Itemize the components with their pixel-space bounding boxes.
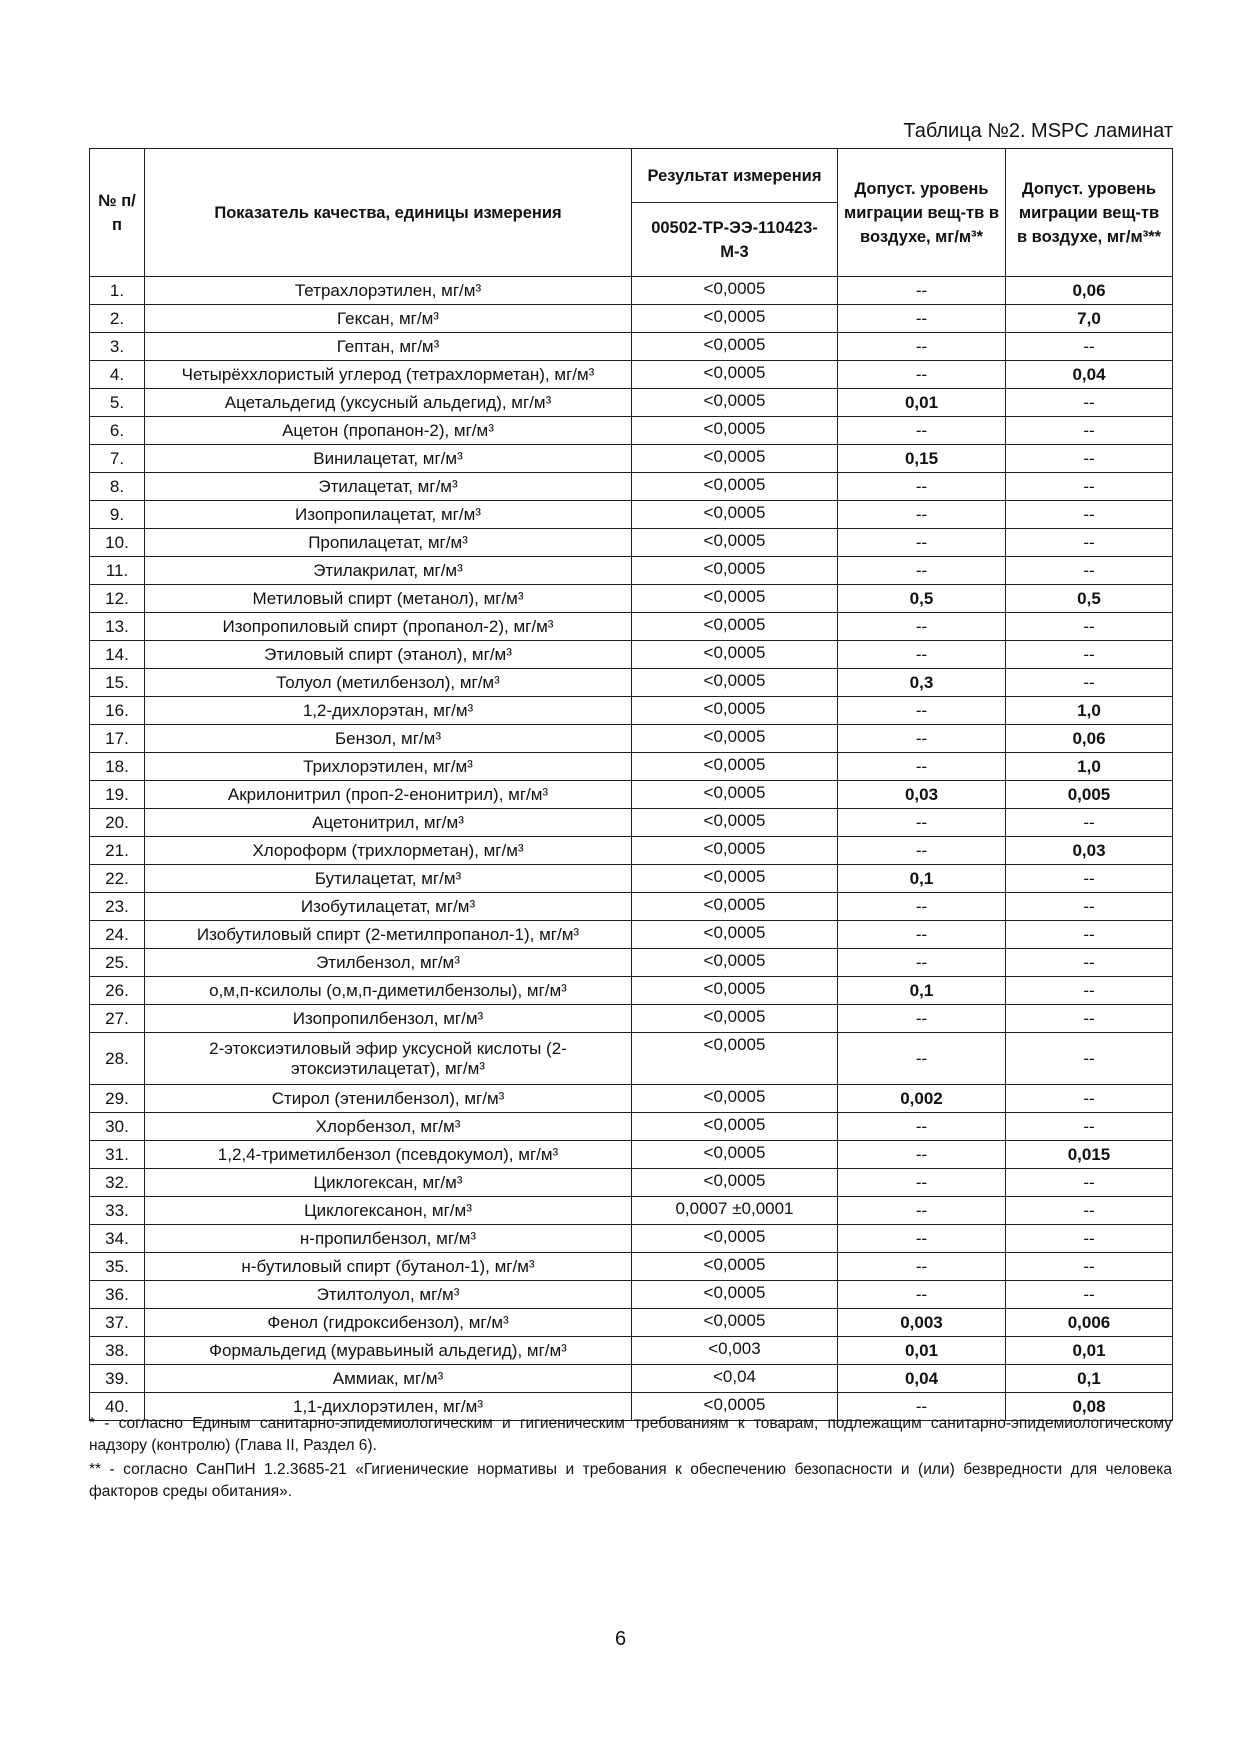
table-row <box>90 557 1173 585</box>
row-result: <0,0005 <box>632 809 838 837</box>
row-limit-2: 0,03 <box>1006 837 1173 865</box>
row-indicator: Этилакрилат, мг/м³ <box>145 557 632 585</box>
row-indicator: Акрилонитрил (проп-2-енонитрил), мг/м³ <box>145 781 632 809</box>
row-limit-2: 7,0 <box>1006 305 1173 333</box>
row-indicator: Формальдегид (муравьиный альдегид), мг/м³ <box>145 1337 632 1365</box>
row-result: <0,0005 <box>632 1393 838 1421</box>
row-limit-2: -- <box>1006 893 1173 921</box>
row-result: <0,0005 <box>632 781 838 809</box>
row-limit-2: -- <box>1006 949 1173 977</box>
row-limit-1: 0,5 <box>838 585 1006 613</box>
row-indicator: Толуол (метилбензол), мг/м³ <box>145 669 632 697</box>
row-result: 0,0007 ±0,0001 <box>632 1197 838 1225</box>
row-limit-2: -- <box>1006 473 1173 501</box>
header-protocol: 00502-ТР-ЭЭ-110423-М-3 <box>632 203 838 277</box>
header-indicator: Показатель качества, единицы измерения <box>145 149 632 277</box>
row-limit-2: -- <box>1006 977 1173 1005</box>
row-result: <0,0005 <box>632 529 838 557</box>
row-indicator: Циклогексан, мг/м³ <box>145 1169 632 1197</box>
row-result: <0,0005 <box>632 361 838 389</box>
row-limit-1: -- <box>838 1225 1006 1253</box>
header-number: № п/п <box>90 149 145 277</box>
row-number: 1. <box>90 277 145 305</box>
row-result: <0,0005 <box>632 473 838 501</box>
row-limit-1: -- <box>838 277 1006 305</box>
row-indicator: н-бутиловый спирт (бутанол-1), мг/м³ <box>145 1253 632 1281</box>
row-result: <0,0005 <box>632 1085 838 1113</box>
row-number: 32. <box>90 1169 145 1197</box>
row-limit-1: -- <box>838 333 1006 361</box>
row-result: <0,0005 <box>632 837 838 865</box>
row-limit-2: -- <box>1006 1225 1173 1253</box>
row-number: 25. <box>90 949 145 977</box>
table-row <box>90 977 1173 1005</box>
row-number: 16. <box>90 697 145 725</box>
row-indicator: Изопропилацетат, мг/м³ <box>145 501 632 529</box>
row-number: 2. <box>90 305 145 333</box>
row-indicator: Тетрахлорэтилен, мг/м³ <box>145 277 632 305</box>
row-result: <0,0005 <box>632 949 838 977</box>
row-result: <0,0005 <box>632 1113 838 1141</box>
row-number: 5. <box>90 389 145 417</box>
row-result: <0,0005 <box>632 1281 838 1309</box>
table-row <box>90 473 1173 501</box>
results-table <box>89 148 1173 1421</box>
row-limit-1: -- <box>838 1281 1006 1309</box>
table-row <box>90 893 1173 921</box>
table-row <box>90 445 1173 473</box>
table-row <box>90 1225 1173 1253</box>
row-result: <0,0005 <box>632 445 838 473</box>
table-row <box>90 1169 1173 1197</box>
row-limit-2: -- <box>1006 641 1173 669</box>
row-limit-2: 1,0 <box>1006 697 1173 725</box>
table-row <box>90 669 1173 697</box>
header-limit-1: Допуст. уровень миграции вещ-тв в воздухе, мг/м³* <box>838 149 1006 277</box>
row-number: 39. <box>90 1365 145 1393</box>
row-limit-1: -- <box>838 949 1006 977</box>
row-indicator: Хлороформ (трихлорметан), мг/м³ <box>145 837 632 865</box>
row-indicator: 1,2,4-триметилбензол (псевдокумол), мг/м³ <box>145 1141 632 1169</box>
row-limit-2: -- <box>1006 445 1173 473</box>
row-limit-2: -- <box>1006 389 1173 417</box>
table-row <box>90 865 1173 893</box>
table-row <box>90 1033 1173 1085</box>
row-result: <0,0005 <box>632 557 838 585</box>
row-indicator: Этилацетат, мг/м³ <box>145 473 632 501</box>
row-number: 7. <box>90 445 145 473</box>
row-result: <0,0005 <box>632 1253 838 1281</box>
row-indicator: Ацетальдегид (уксусный альдегид), мг/м³ <box>145 389 632 417</box>
row-result: <0,0005 <box>632 417 838 445</box>
row-number: 29. <box>90 1085 145 1113</box>
row-result: <0,0005 <box>632 921 838 949</box>
table-row <box>90 753 1173 781</box>
row-indicator: Изобутиловый спирт (2-метилпропанол-1), мг/м³ <box>145 921 632 949</box>
header-result: Результат измерения <box>632 149 838 203</box>
page-number: 6 <box>614 1628 627 1650</box>
row-indicator: Аммиак, мг/м³ <box>145 1365 632 1393</box>
row-indicator: Гексан, мг/м³ <box>145 305 632 333</box>
row-result: <0,0005 <box>632 977 838 1005</box>
row-limit-1: -- <box>838 837 1006 865</box>
row-limit-2: -- <box>1006 1033 1173 1085</box>
row-limit-2: 1,0 <box>1006 753 1173 781</box>
row-limit-1: -- <box>838 1141 1006 1169</box>
row-limit-1: 0,01 <box>838 389 1006 417</box>
row-limit-1: 0,15 <box>838 445 1006 473</box>
row-result: <0,0005 <box>632 585 838 613</box>
table-row <box>90 949 1173 977</box>
row-limit-1: -- <box>838 529 1006 557</box>
table-row <box>90 389 1173 417</box>
row-result: <0,0005 <box>632 697 838 725</box>
row-indicator: 1,2-дихлорэтан, мг/м³ <box>145 697 632 725</box>
table-caption: Таблица №2. MSPC ламинат <box>903 120 1173 142</box>
row-limit-2: 0,08 <box>1006 1393 1173 1421</box>
row-limit-2: -- <box>1006 529 1173 557</box>
row-indicator: Этилтолуол, мг/м³ <box>145 1281 632 1309</box>
row-limit-2: 0,5 <box>1006 585 1173 613</box>
row-indicator: 1,1-дихлорэтилен, мг/м³ <box>145 1393 632 1421</box>
table-row <box>90 1005 1173 1033</box>
row-indicator: Бензол, мг/м³ <box>145 725 632 753</box>
row-indicator: Трихлорэтилен, мг/м³ <box>145 753 632 781</box>
row-number: 12. <box>90 585 145 613</box>
row-limit-2: 0,06 <box>1006 277 1173 305</box>
row-limit-1: 0,03 <box>838 781 1006 809</box>
row-result: <0,0005 <box>632 641 838 669</box>
table-body <box>90 277 1173 1421</box>
row-limit-1: -- <box>838 1005 1006 1033</box>
row-limit-1: -- <box>838 557 1006 585</box>
row-limit-1: 0,1 <box>838 865 1006 893</box>
row-limit-1: -- <box>838 473 1006 501</box>
row-indicator: Бутилацетат, мг/м³ <box>145 865 632 893</box>
row-number: 24. <box>90 921 145 949</box>
row-number: 28. <box>90 1033 145 1085</box>
table-row <box>90 305 1173 333</box>
row-limit-1: -- <box>838 893 1006 921</box>
row-limit-2: 0,06 <box>1006 725 1173 753</box>
row-limit-2: -- <box>1006 809 1173 837</box>
table-row <box>90 697 1173 725</box>
row-result: <0,0005 <box>632 1005 838 1033</box>
footnote-2: ** - согласно СанПиН 1.2.3685-21 «Гигиенические нормативы и требования к обеспечению безопасности и (или) безвредности для человека факторов среды обитания». <box>89 1461 1172 1500</box>
row-result: <0,003 <box>632 1337 838 1365</box>
footnote-1: * - согласно Единым санитарно-эпидемиологическим и гигиеническим требованиям к товарам, подлежащим санитарно-эпидемиологическому надзору (контролю) (Глава II, Раздел 6). <box>89 1415 1172 1454</box>
table-row <box>90 585 1173 613</box>
row-limit-1: -- <box>838 641 1006 669</box>
table-row <box>90 809 1173 837</box>
row-number: 19. <box>90 781 145 809</box>
row-number: 33. <box>90 1197 145 1225</box>
row-limit-2: -- <box>1006 417 1173 445</box>
row-result: <0,0005 <box>632 865 838 893</box>
row-limit-1: -- <box>838 1393 1006 1421</box>
row-limit-2: -- <box>1006 921 1173 949</box>
row-indicator: н-пропилбензол, мг/м³ <box>145 1225 632 1253</box>
row-number: 26. <box>90 977 145 1005</box>
row-indicator: 2-этоксиэтиловый эфир уксусной кислоты (2-этоксиэтилацетат), мг/м³ <box>145 1033 632 1085</box>
row-result: <0,0005 <box>632 1033 838 1085</box>
table-row <box>90 725 1173 753</box>
table-row <box>90 641 1173 669</box>
row-limit-1: -- <box>838 697 1006 725</box>
row-limit-2: -- <box>1006 669 1173 697</box>
row-result: <0,0005 <box>632 669 838 697</box>
row-indicator: Этилбензол, мг/м³ <box>145 949 632 977</box>
row-number: 10. <box>90 529 145 557</box>
row-indicator: Гептан, мг/м³ <box>145 333 632 361</box>
table-row <box>90 1141 1173 1169</box>
row-limit-2: 0,015 <box>1006 1141 1173 1169</box>
row-limit-1: 0,002 <box>838 1085 1006 1113</box>
row-number: 8. <box>90 473 145 501</box>
row-limit-1: -- <box>838 1253 1006 1281</box>
row-number: 34. <box>90 1225 145 1253</box>
row-limit-2: -- <box>1006 1085 1173 1113</box>
row-number: 6. <box>90 417 145 445</box>
row-number: 4. <box>90 361 145 389</box>
table-row <box>90 1085 1173 1113</box>
row-indicator: Ацетон (пропанон-2), мг/м³ <box>145 417 632 445</box>
row-limit-1: -- <box>838 753 1006 781</box>
row-number: 38. <box>90 1337 145 1365</box>
row-number: 14. <box>90 641 145 669</box>
row-result: <0,0005 <box>632 1141 838 1169</box>
row-indicator: Изопропиловый спирт (пропанол-2), мг/м³ <box>145 613 632 641</box>
row-number: 3. <box>90 333 145 361</box>
row-result: <0,0005 <box>632 501 838 529</box>
row-limit-1: 0,1 <box>838 977 1006 1005</box>
table-row <box>90 361 1173 389</box>
table-row <box>90 1113 1173 1141</box>
row-limit-2: -- <box>1006 501 1173 529</box>
row-limit-2: -- <box>1006 1197 1173 1225</box>
row-limit-1: -- <box>838 417 1006 445</box>
row-number: 37. <box>90 1309 145 1337</box>
row-number: 36. <box>90 1281 145 1309</box>
row-limit-1: -- <box>838 921 1006 949</box>
table-row <box>90 613 1173 641</box>
table-row <box>90 1197 1173 1225</box>
row-limit-1: 0,003 <box>838 1309 1006 1337</box>
row-limit-1: -- <box>838 1197 1006 1225</box>
row-limit-1: -- <box>838 613 1006 641</box>
row-limit-1: -- <box>838 501 1006 529</box>
row-limit-1: -- <box>838 725 1006 753</box>
table-row <box>90 417 1173 445</box>
row-limit-1: 0,04 <box>838 1365 1006 1393</box>
table-row <box>90 529 1173 557</box>
row-number: 18. <box>90 753 145 781</box>
row-indicator: Стирол (этенилбензол), мг/м³ <box>145 1085 632 1113</box>
row-limit-2: 0,01 <box>1006 1337 1173 1365</box>
row-result: <0,0005 <box>632 753 838 781</box>
table-row <box>90 1281 1173 1309</box>
row-limit-2: -- <box>1006 1281 1173 1309</box>
row-number: 11. <box>90 557 145 585</box>
row-result: <0,0005 <box>632 1225 838 1253</box>
row-limit-1: -- <box>838 1033 1006 1085</box>
row-indicator: Хлорбензол, мг/м³ <box>145 1113 632 1141</box>
row-result: <0,0005 <box>632 1169 838 1197</box>
row-limit-1: -- <box>838 1169 1006 1197</box>
row-indicator: Этиловый спирт (этанол), мг/м³ <box>145 641 632 669</box>
row-limit-2: -- <box>1006 613 1173 641</box>
row-number: 27. <box>90 1005 145 1033</box>
row-number: 20. <box>90 809 145 837</box>
row-number: 35. <box>90 1253 145 1281</box>
table-row <box>90 1337 1173 1365</box>
row-limit-1: 0,01 <box>838 1337 1006 1365</box>
row-number: 22. <box>90 865 145 893</box>
table-row <box>90 781 1173 809</box>
row-limit-1: -- <box>838 1113 1006 1141</box>
row-limit-2: 0,04 <box>1006 361 1173 389</box>
row-result: <0,0005 <box>632 613 838 641</box>
row-number: 15. <box>90 669 145 697</box>
row-limit-2: -- <box>1006 865 1173 893</box>
row-number: 30. <box>90 1113 145 1141</box>
row-indicator: Метиловый спирт (метанол), мг/м³ <box>145 585 632 613</box>
row-limit-1: 0,3 <box>838 669 1006 697</box>
table-row <box>90 1253 1173 1281</box>
row-indicator: Четырёххлористый углерод (тетрахлорметан), мг/м³ <box>145 361 632 389</box>
row-limit-2: -- <box>1006 333 1173 361</box>
row-indicator: Изобутилацетат, мг/м³ <box>145 893 632 921</box>
row-number: 31. <box>90 1141 145 1169</box>
row-limit-1: -- <box>838 809 1006 837</box>
row-limit-2: 0,006 <box>1006 1309 1173 1337</box>
row-number: 13. <box>90 613 145 641</box>
row-indicator: о,м,п-ксилолы (о,м,п-диметилбензолы), мг/м³ <box>145 977 632 1005</box>
row-indicator: Фенол (гидроксибензол), мг/м³ <box>145 1309 632 1337</box>
table-row <box>90 921 1173 949</box>
row-limit-2: -- <box>1006 557 1173 585</box>
table-row <box>90 277 1173 305</box>
table-row <box>90 1365 1173 1393</box>
table-row <box>90 333 1173 361</box>
row-number: 9. <box>90 501 145 529</box>
row-limit-2: -- <box>1006 1005 1173 1033</box>
row-indicator: Ацетонитрил, мг/м³ <box>145 809 632 837</box>
row-result: <0,0005 <box>632 333 838 361</box>
row-result: <0,0005 <box>632 725 838 753</box>
row-number: 23. <box>90 893 145 921</box>
row-limit-2: -- <box>1006 1253 1173 1281</box>
row-number: 17. <box>90 725 145 753</box>
row-result: <0,0005 <box>632 305 838 333</box>
row-number: 21. <box>90 837 145 865</box>
row-result: <0,0005 <box>632 893 838 921</box>
table-row <box>90 1309 1173 1337</box>
row-indicator: Винилацетат, мг/м³ <box>145 445 632 473</box>
row-result: <0,04 <box>632 1365 838 1393</box>
table-row <box>90 501 1173 529</box>
row-limit-1: -- <box>838 361 1006 389</box>
row-limit-2: -- <box>1006 1113 1173 1141</box>
row-limit-2: -- <box>1006 1169 1173 1197</box>
row-result: <0,0005 <box>632 277 838 305</box>
row-indicator: Циклогексанон, мг/м³ <box>145 1197 632 1225</box>
row-number: 40. <box>90 1393 145 1421</box>
row-indicator: Пропилацетат, мг/м³ <box>145 529 632 557</box>
table-row <box>90 837 1173 865</box>
row-result: <0,0005 <box>632 389 838 417</box>
row-indicator: Изопропилбензол, мг/м³ <box>145 1005 632 1033</box>
row-limit-2: 0,1 <box>1006 1365 1173 1393</box>
row-limit-2: 0,005 <box>1006 781 1173 809</box>
row-result: <0,0005 <box>632 1309 838 1337</box>
row-limit-1: -- <box>838 305 1006 333</box>
header-limit-2: Допуст. уровень миграции вещ-тв в воздухе, мг/м³** <box>1006 149 1173 277</box>
